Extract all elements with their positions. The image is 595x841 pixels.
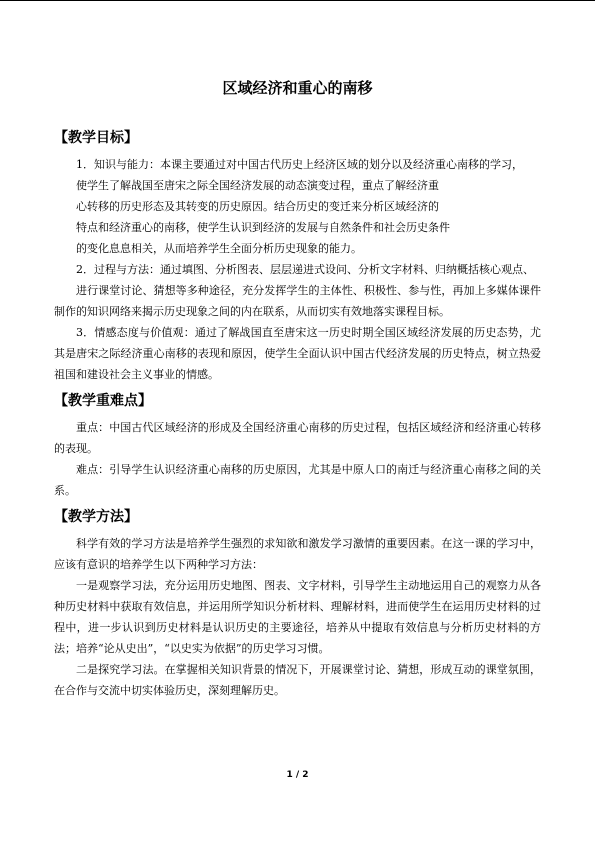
paragraph: 科学有效的学习方法是培养学生强烈的求知欲和激发学习激情的重要因素。在这一课的学习中，应该有意识的培养学生以下两种学习方法：: [54, 537, 541, 571]
paragraph: 2．过程与方法：通过填图、分析图表、层层递进式设问、分析文字材料、归纳概括核心观点、: [76, 263, 534, 276]
document-body: [54, 78, 541, 701]
paragraph: 心转移的历史形态及其转变的历史原因。结合历史的变迁来分析区域经济的: [76, 200, 439, 213]
paragraph: 难点：引导学生认识经济重心南移的历史原因，尤其是中原人口的南迁与经济重心南移之间的关系。: [54, 463, 541, 497]
paragraph: 1．知识与能力：本课主要通过对中国古代历史上经济区域的划分以及经济重心南移的学习，: [76, 158, 523, 171]
section-methods: [54, 507, 541, 701]
section-heading: 【教学重难点】: [54, 393, 152, 409]
paragraph: 使学生了解战国至唐宋之际全国经济发展的动态演变过程，重点了解经济重: [76, 179, 439, 192]
section-key-points: [54, 391, 541, 501]
paragraph: 重点：中国古代区域经济的形成及全国经济重心南移的历史过程，包括区域经济和经济重心转移的表现。: [54, 421, 541, 455]
paragraph: 特点和经济重心的南移，使学生认识到经济的发展与自然条件和社会历史条件: [76, 221, 450, 234]
section-heading: 【教学目标】: [54, 130, 138, 146]
paragraph: 3．情感态度与价值观：通过了解战国直至唐宋这一历史时期全国区域经济发展的历史态势，尤其是唐宋之际经济重心南移的表现和原因，使学生全面认识中国古代经济发展的历史特点，树立热爱祖国和建设社会主义事业的情感。: [54, 326, 541, 381]
paragraph: 二是探究学习法。在掌握相关知识背景的情况下，开展课堂讨论、猜想，形成互动的课堂氛围，在合作与交流中切实体验历史，深刻理解历史。: [54, 663, 541, 697]
page-title: 区域经济和重心的南移: [222, 79, 373, 97]
page-number: 1 / 2: [286, 770, 309, 780]
section-heading: 【教学方法】: [54, 509, 138, 525]
header-rule: [0, 0, 595, 1]
paragraph: 一是观察学习法，充分运用历史地图、图表、文字材料，引导学生主动地运用自己的观察力从各种历史材料中获取有效信息，并运用所学知识分析材料、理解材料，进而使学生在运用历史材料的过程中，进一步认识到历史材料是认识历史的主要途径，培养从中提取有效信息与分析历史材料的方法；培养“论从史出”，“以史实为依据”的历史学习习惯。: [54, 579, 541, 655]
paragraph: 进行课堂讨论、猜想等多种途径，充分发挥学生的主体性、积极性、参与性，再加上多媒体课件制作的知识网络来揭示历史现象之间的内在联系，从而切实有效地落实课程目标。: [54, 284, 541, 318]
section-objectives: [54, 128, 541, 385]
paragraph: 的变化息息相关，从而培养学生全面分析历史现象的能力。: [76, 242, 362, 255]
